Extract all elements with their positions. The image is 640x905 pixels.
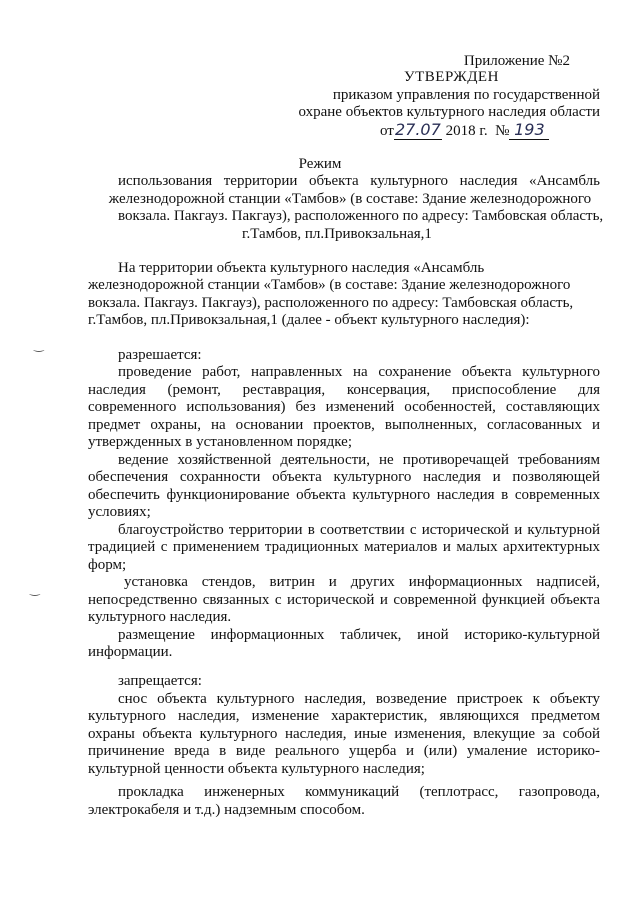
order-line-2: охране объектов культурного наследия области [298,104,600,120]
forbidden-line: электрокабеля и т.д.) надземным способом. [88,802,365,818]
margin-mark: ‿ [34,338,44,352]
allowed-line: утвержденных в установленном порядке; [88,434,352,450]
allowed-line: культурного наследия. [88,609,232,625]
allowed-line: наследия (ремонт, реставрация, консервация, приспособление для [88,382,600,398]
allowed-heading: разрешается: [118,347,202,363]
allowed-line: благоустройство территории в соответствии с исторической и культурной [118,522,600,538]
handwritten-date: 27.07 [394,120,441,139]
allowed-line: ведение хозяйственной деятельности, не противоречащей требованиям [118,452,600,468]
title-line-2: железнодорожной станции «Тамбов» (в составе: Здание железнодорожного [108,191,592,207]
forbidden-line: охраны объекта культурного наследия, иные изменения, влекущие за собой [88,726,600,742]
margin-mark: ‿ [30,582,40,596]
document-title: Режим [298,156,342,172]
order-year: 2018 г. [445,123,488,139]
intro-line-2: железнодорожной станции «Тамбов» (в составе: Здание железнодорожного [88,277,571,293]
forbidden-line: культурного наследия, изменение характеристик, являющихся предметом [88,708,600,724]
intro-line-3: вокзала. Пакгауз. Пакгауз), расположенного по адресу: Тамбовская область, [88,295,574,311]
forbidden-line: культурной ценности объекта культурного наследия; [88,761,425,777]
allowed-line: информации. [88,644,173,660]
title-line-4: г.Тамбов, пл.Привокзальная,1 [242,226,432,242]
allowed-line: обеспечения сохранности объекта культурного наследия и позволяющей [88,469,600,485]
allowed-line: форм; [88,557,127,573]
allowed-line: традицией с применением традиционных материалов и малых архитектурных [88,539,600,555]
forbidden-heading: запрещается: [118,673,202,689]
date-prefix: от [380,123,394,139]
allowed-line: проведение работ, направленных на сохранение объекта культурного [118,364,600,380]
intro-line-4: г.Тамбов, пл.Привокзальная,1 (далее - объект культурного наследия): [88,312,530,328]
appendix-label: Приложение №2 [463,53,570,69]
allowed-line: современного использования) без изменений особенностей, составляющих [88,399,600,415]
order-line-1: приказом управления по государственной [332,87,600,103]
allowed-line: условиях; [88,504,151,520]
number-prefix: № [495,123,510,139]
forbidden-line: причинение вреда в виде реального ущерба и (или) умаление историко- [88,743,600,759]
allowed-line: установка стендов, витрин и других информационных надписей, [124,574,600,590]
forbidden-line: снос объекта культурного наследия, возведение пристроек к объекту [118,691,600,707]
forbidden-line: прокладка инженерных коммуникаций (теплотрасс, газопровода, [118,784,600,800]
order-date-line [380,121,549,140]
title-line-1: использования территории объекта культурного наследия «Ансамбль [118,173,600,189]
allowed-line: размещение информационных табличек, иной историко-культурной [118,627,600,643]
title-line-3: вокзала. Пакгауз. Пакгауз), расположенного по адресу: Тамбовская область, [118,208,604,224]
handwritten-number: 193 [509,121,549,140]
allowed-line: обеспечить функционирование объекта культурного наследия в современных [88,487,600,503]
intro-line-1: На территории объекта культурного наследия «Ансамбль [118,260,485,276]
approved-label: УТВЕРЖДЕН [404,69,499,85]
allowed-line: предмет охраны, на основании проектов, выполненных, согласованных и [88,417,600,433]
allowed-line: непосредственно связанных с исторической и современной функцией объекта [88,592,600,608]
